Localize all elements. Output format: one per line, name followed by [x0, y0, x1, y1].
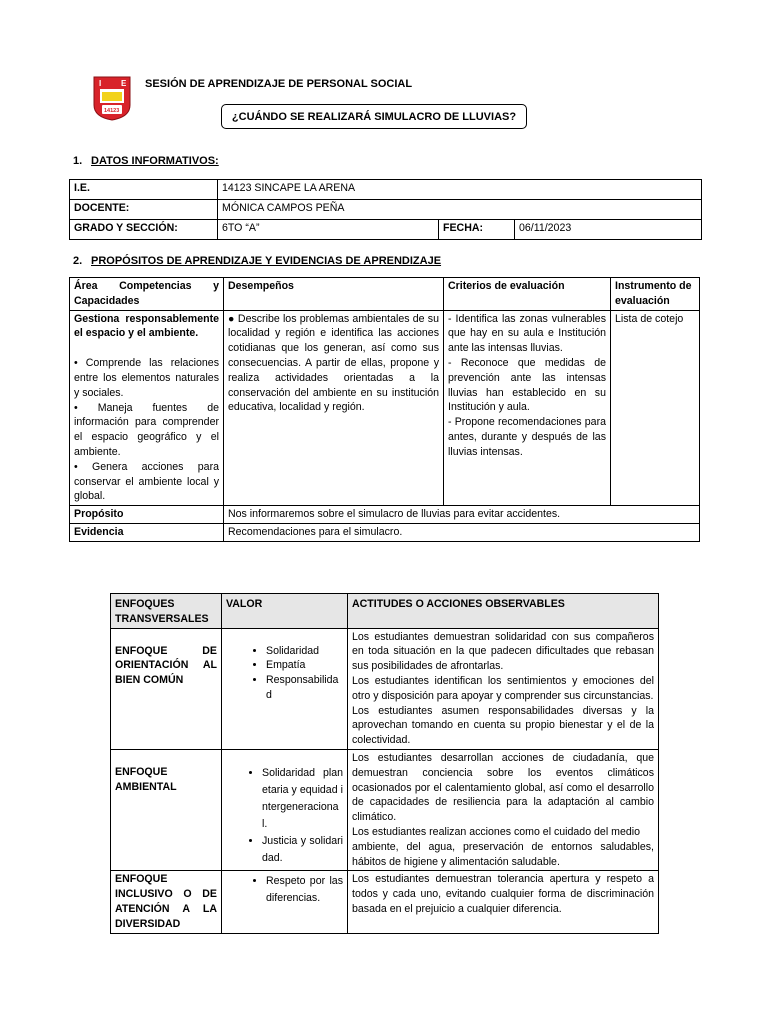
enfoque-name: ENFOQUE INCLUSIVO O DE ATENCIÓN A LA DIVERSIDAD	[111, 871, 222, 933]
enfoque-values	[222, 749, 348, 870]
document-title: SESIÓN DE APRENDIZAJE DE PERSONAL SOCIAL	[145, 78, 413, 90]
fecha-label: FECHA:	[439, 220, 515, 240]
section-2-title: PROPÓSITOS DE APRENDIZAJE Y EVIDENCIAS DE APRENDIZAJE	[91, 255, 442, 267]
table-header-row	[111, 594, 659, 629]
table-row	[111, 749, 659, 870]
enfoques-table	[110, 593, 659, 934]
instrumento-cell: Lista de cotejo	[611, 310, 700, 506]
ie-value: 14123 SINCAPE LA ARENA	[218, 180, 702, 200]
action-item: Los estudiantes demuestran tolerancia apertura y respeto a todos y cada uno, evitando cualquier forma de discriminación basada en el prejuicio a cualquier diferencia.	[352, 873, 654, 915]
enfoque-actions	[348, 749, 659, 870]
docente-label: DOCENTE:	[70, 200, 218, 220]
enfoque-name: ENFOQUE DE ORIENTACIÓN AL BIEN COMÚN	[111, 628, 222, 749]
value-item: • Solidaridad planetaria y equidad intergeneracional.	[262, 765, 343, 833]
logo-letter-left: I	[99, 79, 102, 88]
enfoque-actions	[348, 628, 659, 749]
action-item: Los estudiantes desarrollan acciones de ciudadanía, que demuestran conciencia sobre los eventos climáticos ocasionados por el calentamiento global, así como el desarrollo de capacidades de resiliencia para la adaptación al cambio climático.	[352, 751, 654, 824]
grado-label: GRADO Y SECCIÓN:	[70, 220, 218, 240]
desempeno-cell: ● Describe los problemas ambientales de su localidad y región e identifica las acciones cotidianas que los generan, así como sus consecuencias. A partir de ellas, propone y realiza actividades orientadas a la conservación del ambiente en su institución educativa, localidad y región.	[224, 310, 444, 506]
logo-letter-right: E	[121, 79, 127, 88]
table-row	[111, 871, 659, 933]
section-1-title: DATOS INFORMATIVOS:	[91, 155, 219, 167]
header-enfoques: ENFOQUES TRANSVERSALES	[111, 594, 222, 629]
enfoque-name: ENFOQUE AMBIENTAL	[111, 749, 222, 870]
header-area: Área Competencias y Capacidades	[70, 278, 224, 311]
docente-value: MÓNICA CAMPOS PEÑA	[218, 200, 702, 220]
value-item: • Solidaridad	[266, 644, 343, 659]
value-item: • Responsabilidad	[266, 673, 343, 703]
table-row	[70, 523, 700, 541]
proposito-value: Nos informaremos sobre el simulacro de lluvias para evitar accidentes.	[224, 506, 700, 524]
enfoque-values	[222, 871, 348, 933]
table-row	[111, 628, 659, 749]
header-actitudes: ACTITUDES O ACCIONES OBSERVABLES	[348, 594, 659, 629]
table-header-row	[70, 278, 700, 311]
section-1-number: 1.	[73, 155, 83, 167]
logo-number: 14123	[104, 108, 120, 114]
value-item: • Empatía	[266, 658, 343, 673]
competencia-cell	[70, 310, 224, 506]
action-item: Los estudiantes realizan acciones como el cuidado del medio	[352, 825, 640, 838]
ie-label: I.E.	[70, 180, 218, 200]
session-topic-box: ¿CUÁNDO SE REALIZARÁ SIMULACRO DE LLUVIAS?	[221, 104, 527, 129]
value-item: • Respeto por las diferencias.	[266, 873, 343, 907]
action-item: Los estudiantes identifican los sentimientos y emociones del otro y disposición para apoyar y comprender sus circunstancias.	[352, 674, 654, 702]
action-item: ambiente, del agua, preservación de entornos saludables, hábitos de higiene y alimentación saludable.	[352, 840, 654, 868]
evidencia-value: Recomendaciones para el simulacro.	[224, 523, 700, 541]
competencia-title: Gestiona responsablemente el espacio y el ambiente.	[74, 312, 219, 340]
section-1-heading	[73, 155, 219, 167]
section-2-number: 2.	[73, 255, 83, 267]
action-item: Los estudiantes asumen responsabilidades diversas y la aprovechan tomando en cuenta su propio bienestar y el de la colectividad.	[352, 704, 654, 747]
value-item: • Justicia y solidaridad.	[262, 833, 343, 867]
capacidad-item: • Comprende las relaciones entre los elementos naturales y sociales.	[74, 357, 219, 399]
purposes-table	[69, 277, 700, 542]
school-shield-logo	[92, 75, 132, 121]
criterio-item: - Reconoce que medidas de prevención ante las intensas lluvias han establecido en su Institución y aula.	[448, 356, 606, 414]
header-criterios: Criterios de evaluación	[444, 278, 611, 311]
header-valor: VALOR	[222, 594, 348, 629]
proposito-label: Propósito	[70, 506, 224, 524]
table-row	[70, 200, 702, 220]
action-item: Los estudiantes demuestran solidaridad con sus compañeros en toda situación en la que padecen dificultades que rebasan sus posibilidades de afrontarlas.	[352, 630, 654, 673]
criterio-item: - Identifica las zonas vulnerables que hay en su aula e Institución ante las intensas lluvias.	[448, 312, 606, 355]
criterios-cell	[444, 310, 611, 506]
capacidad-item: • Genera acciones para conservar el ambiente local y global.	[74, 460, 219, 503]
enfoque-values	[222, 628, 348, 749]
info-table	[69, 179, 702, 240]
table-row	[70, 220, 702, 240]
criterio-item: - Propone recomendaciones para antes, durante y después de las lluvias intensas.	[448, 416, 606, 458]
table-row	[70, 310, 700, 506]
enfoque-actions	[348, 871, 659, 933]
fecha-value: 06/11/2023	[515, 220, 702, 240]
section-2-heading	[73, 255, 441, 267]
capacidad-item: • Maneja fuentes de información para comprender el espacio geográfico y el ambiente.	[74, 401, 219, 458]
header-desempenos: Desempeños	[224, 278, 444, 311]
table-row	[70, 506, 700, 524]
table-row	[70, 180, 702, 200]
header-instrumento: Instrumento de evaluación	[611, 278, 700, 311]
grado-value: 6TO “A”	[218, 220, 439, 240]
evidencia-label: Evidencia	[70, 523, 224, 541]
